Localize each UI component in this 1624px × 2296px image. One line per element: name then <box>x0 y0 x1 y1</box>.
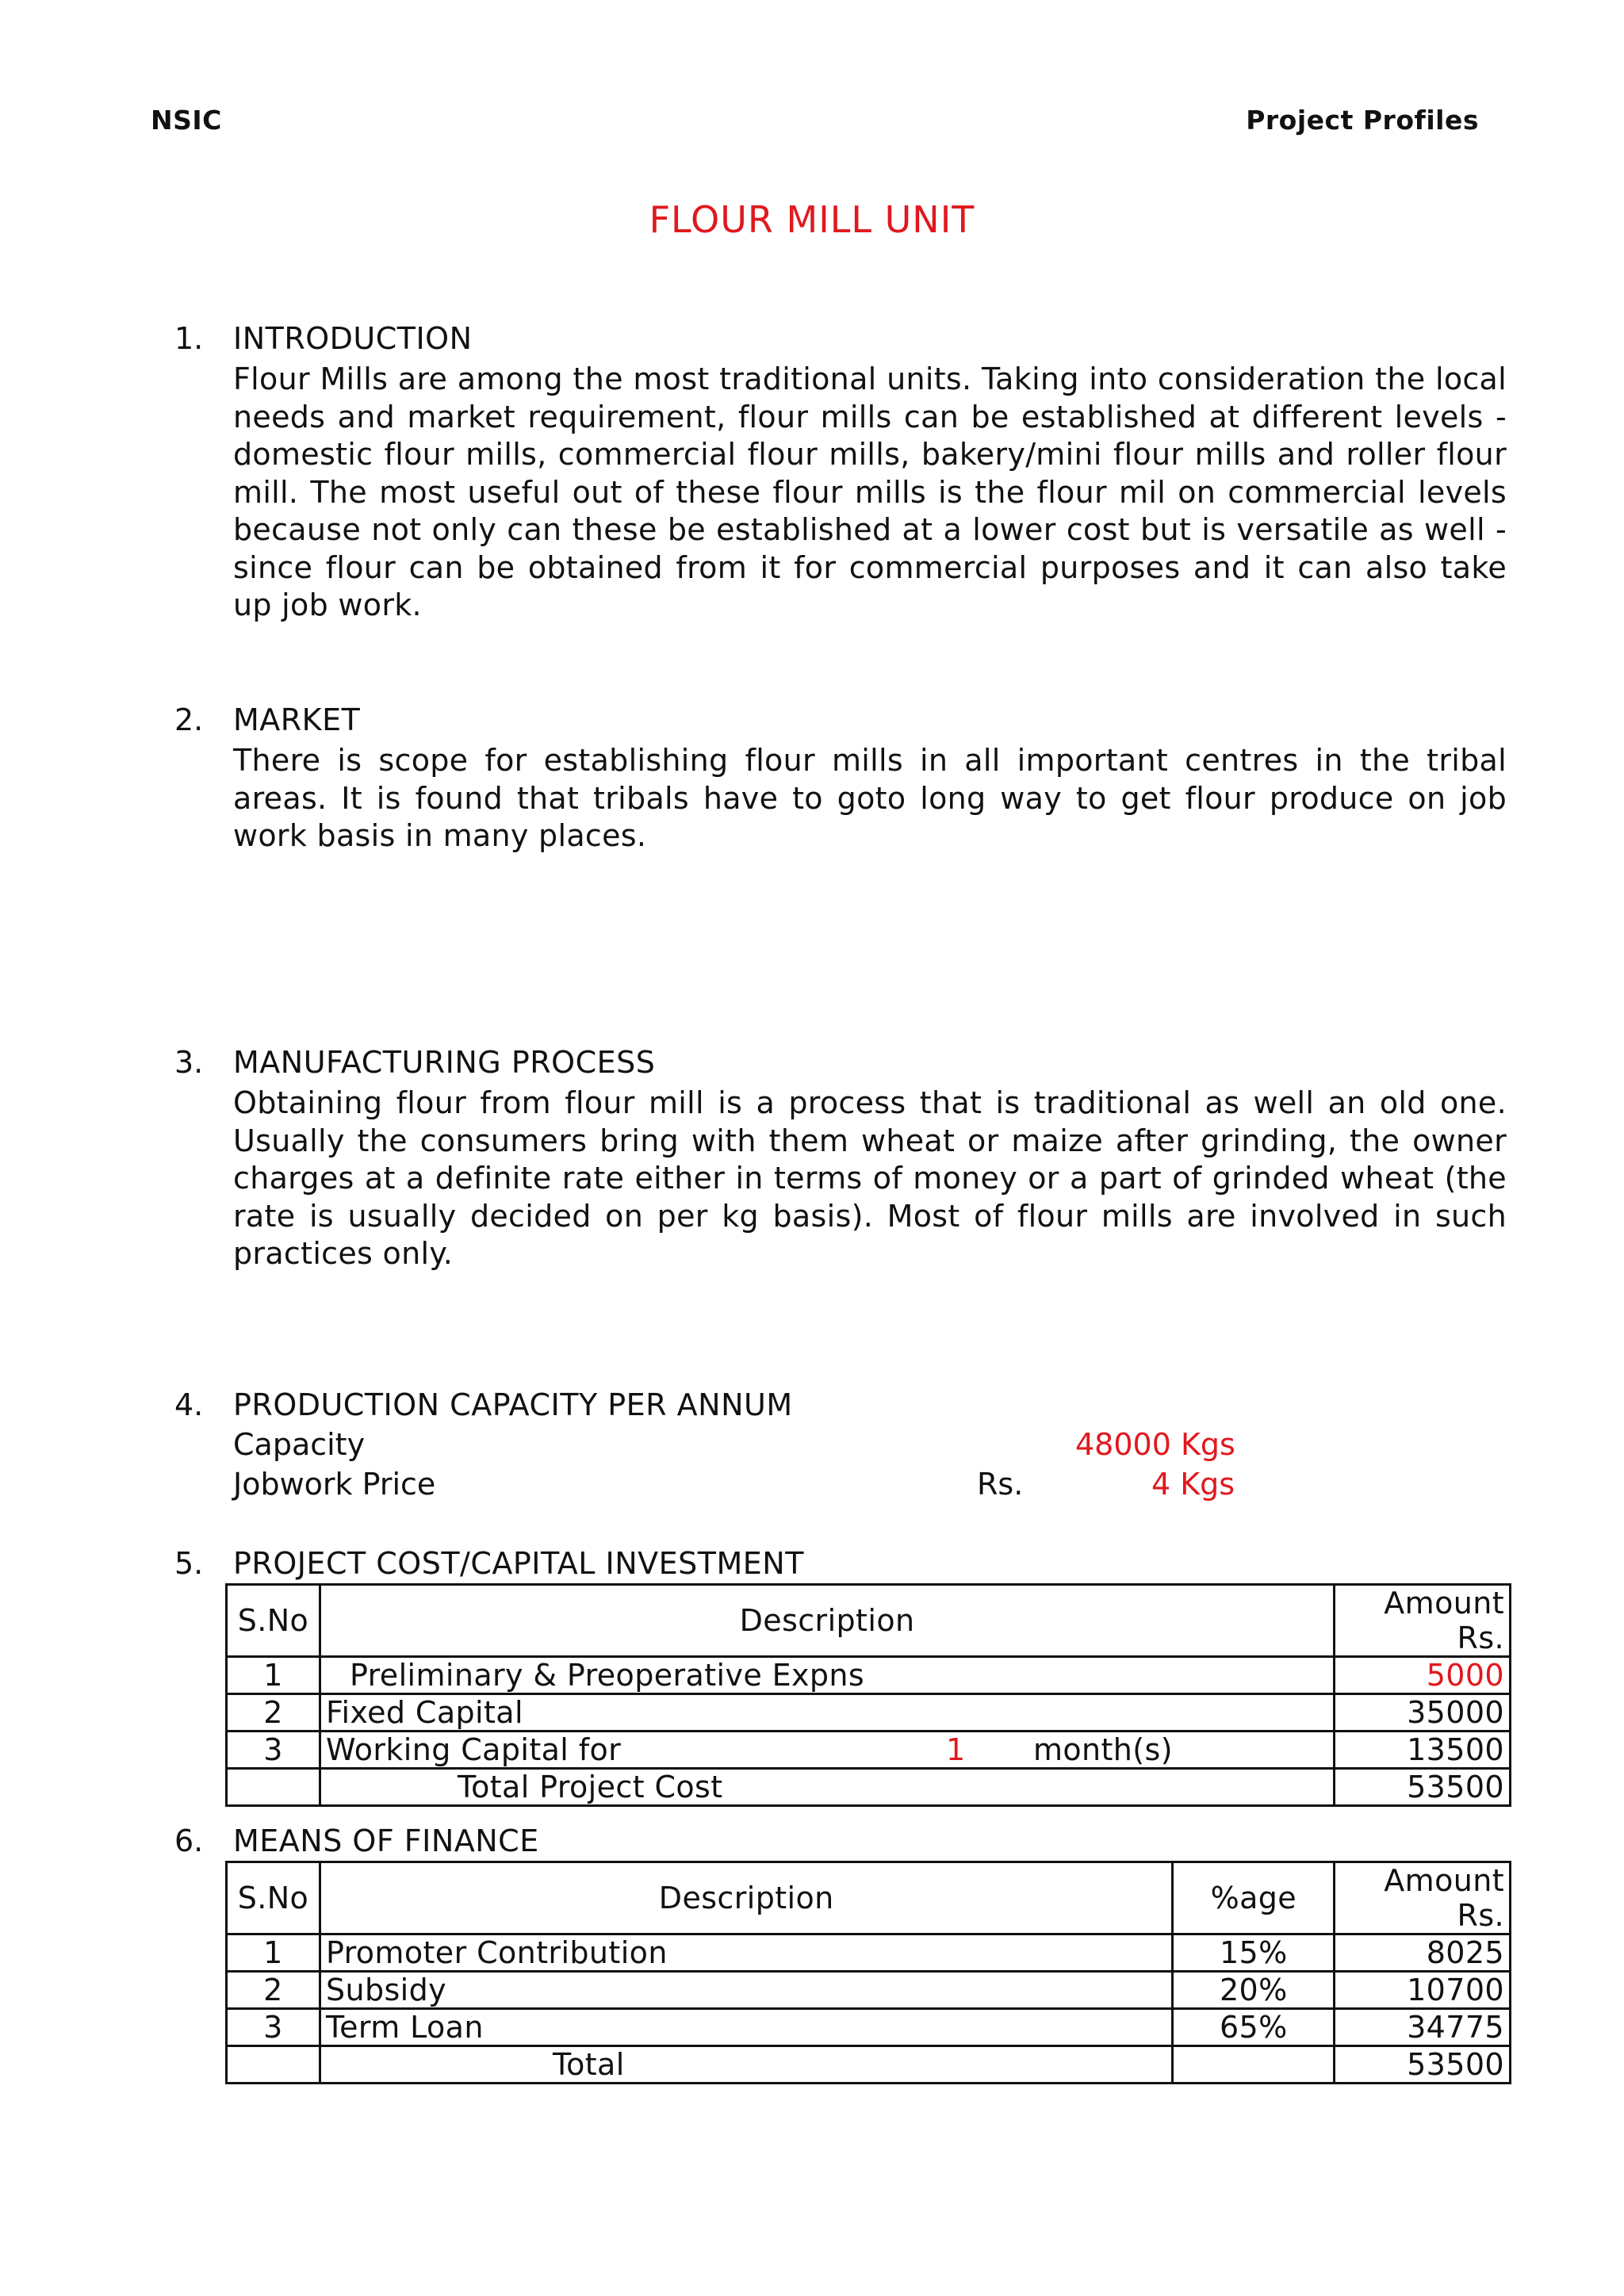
section-number: 6. <box>174 1823 204 1858</box>
page-title: FLOUR MILL UNIT <box>649 198 975 241</box>
col-header-sno: S.No <box>227 1862 320 1934</box>
table-row <box>227 1657 1511 1694</box>
col-header-description: Description <box>320 1862 1173 1934</box>
section-number: 4. <box>174 1387 204 1422</box>
total-percentage <box>1173 2046 1335 2084</box>
section-heading: PRODUCTION CAPACITY PER ANNUM <box>233 1387 793 1422</box>
row-sno: 2 <box>227 1972 320 2009</box>
project-cost-table <box>225 1583 1511 1807</box>
row-sno: 1 <box>227 1934 320 1972</box>
row-sno: 2 <box>227 1694 320 1732</box>
row-amount: 10700 <box>1335 1972 1511 2009</box>
working-capital-label: Working Capital for <box>325 1732 622 1767</box>
section-number: 1. <box>174 321 204 356</box>
col-header-amount: Amount Rs. <box>1335 1585 1511 1657</box>
table-row <box>227 2009 1511 2046</box>
row-description: Preliminary & Preoperative Expns <box>320 1657 1334 1694</box>
row-amount: 8025 <box>1335 1934 1511 1972</box>
working-capital-months: 1 <box>945 1732 966 1767</box>
total-amount: 53500 <box>1335 1769 1511 1806</box>
section-heading: INTRODUCTION <box>233 321 473 356</box>
table-total-row <box>227 1769 1511 1806</box>
row-percentage: 15% <box>1173 1934 1335 1972</box>
col-header-percentage: %age <box>1173 1862 1335 1934</box>
row-amount: 5000 <box>1335 1657 1511 1694</box>
total-label: Total <box>320 2046 1173 2084</box>
total-sno <box>227 1769 320 1806</box>
jobwork-price-label: Jobwork Price <box>233 1467 436 1502</box>
section-number: 5. <box>174 1546 204 1581</box>
means-of-finance-table <box>225 1861 1511 2084</box>
row-sno: 1 <box>227 1657 320 1694</box>
section-number: 2. <box>174 702 204 737</box>
section-text: Flour Mills are among the most traditional units. Taking into consideration the local needs and market requirement, flour mills can be established at different levels - domestic flour mills, commercial flour mills, bakery/mini flour mills and roller flour mill. The most useful out of these flour mills is the flour mil on commercial levels because not only can these be established at a lower cost but is versatile as well - since flour can be obtained from it for commercial purposes and it can also take up job work. <box>233 362 1507 622</box>
jobwork-price-currency: Rs. <box>977 1467 1024 1502</box>
section-number: 3. <box>174 1045 204 1080</box>
row-sno: 3 <box>227 2009 320 2046</box>
total-sno <box>227 2046 320 2084</box>
row-amount: 35000 <box>1335 1694 1511 1732</box>
row-percentage: 20% <box>1173 1972 1335 2009</box>
total-amount: 53500 <box>1335 2046 1511 2084</box>
table-header-row <box>227 1862 1511 1934</box>
section-text: Obtaining flour from flour mill is a process that is traditional as well an old one. Usually the consumers bring with them wheat or maize after grinding, the owner charges at a definite rate either in terms of money or a part of grinded wheat (the rate is usually decided on per kg basis). Most of flour mills are involved in such practices only. <box>233 1085 1507 1271</box>
section-text: There is scope for establishing flour mills in all important centres in the tribal areas. It is found that tribals have to goto long way to get flour produce on job work basis in many places. <box>233 743 1507 853</box>
row-amount: 34775 <box>1335 2009 1511 2046</box>
table-header-row <box>227 1585 1511 1657</box>
section-heading: MEANS OF FINANCE <box>233 1823 539 1858</box>
section-production-capacity <box>174 1387 1507 1506</box>
col-header-description: Description <box>320 1585 1334 1657</box>
row-description: Subsidy <box>320 1972 1173 2009</box>
table-row <box>227 1972 1511 2009</box>
total-label: Total Project Cost <box>320 1769 1334 1806</box>
capacity-value: 48000 Kgs <box>1075 1427 1235 1462</box>
capacity-label: Capacity <box>233 1427 366 1462</box>
row-description: Fixed Capital <box>320 1694 1334 1732</box>
table-row <box>227 1934 1511 1972</box>
table-row <box>227 1694 1511 1732</box>
table-total-row <box>227 2046 1511 2084</box>
col-header-amount: Amount Rs. <box>1335 1862 1511 1934</box>
row-description: Term Loan <box>320 2009 1173 2046</box>
section-heading: PROJECT COST/CAPITAL INVESTMENT <box>233 1546 804 1581</box>
header-org: NSIC <box>151 105 222 136</box>
row-amount: 13500 <box>1335 1732 1511 1769</box>
section-heading: MARKET <box>233 702 361 737</box>
row-sno: 3 <box>227 1732 320 1769</box>
col-header-sno: S.No <box>227 1585 320 1657</box>
row-description <box>320 1732 1334 1769</box>
jobwork-price-value: 4 Kgs <box>1151 1467 1235 1502</box>
table-row <box>227 1732 1511 1769</box>
row-description: Promoter Contribution <box>320 1934 1173 1972</box>
section-heading: MANUFACTURING PROCESS <box>233 1045 656 1080</box>
header-doc-type: Project Profiles <box>1246 105 1479 136</box>
row-percentage: 65% <box>1173 2009 1335 2046</box>
working-capital-months-label: month(s) <box>1032 1732 1173 1767</box>
